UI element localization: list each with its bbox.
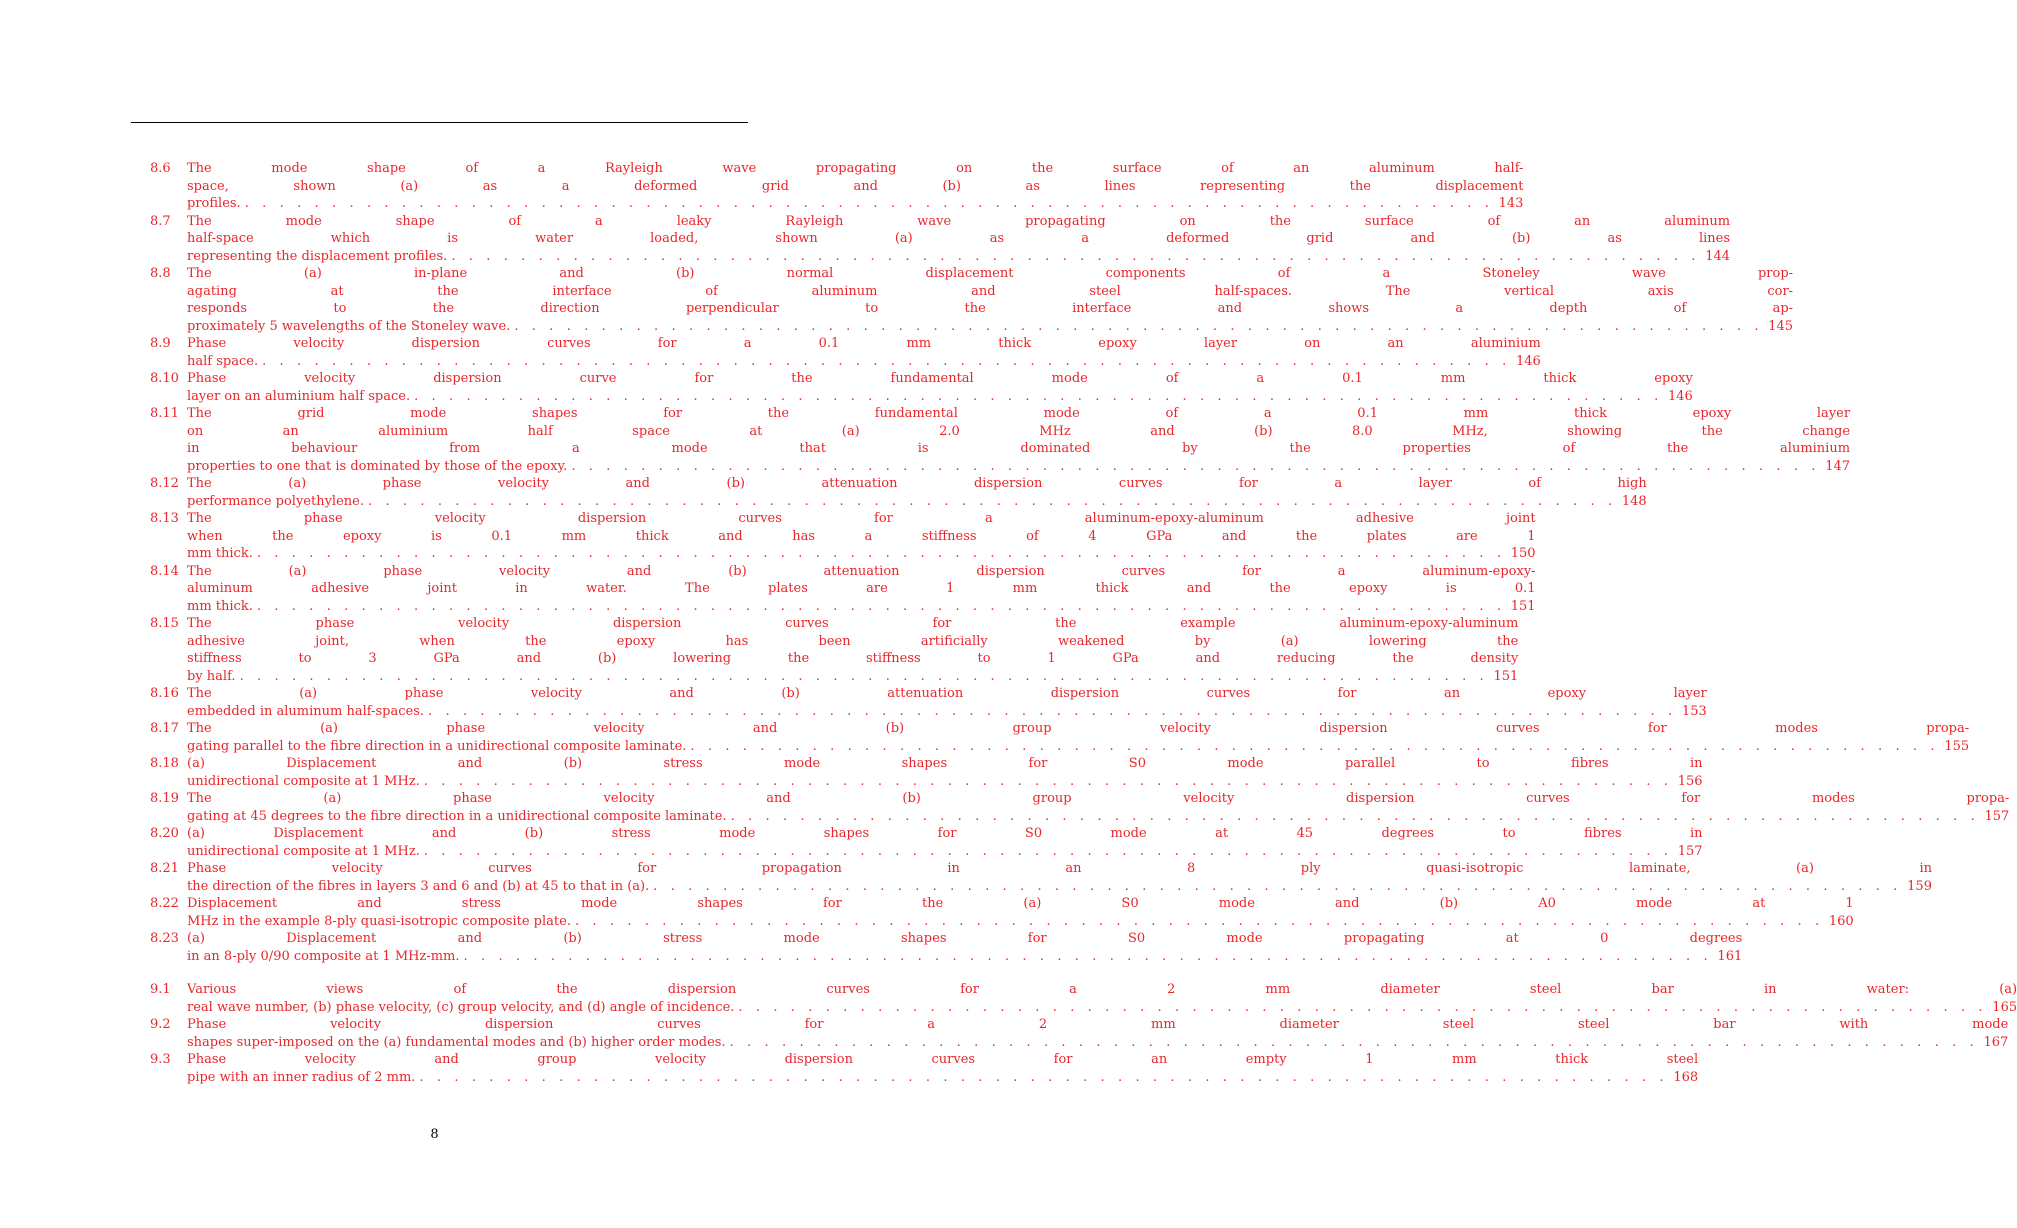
toc-entry[interactable] xyxy=(150,1051,1699,1086)
toc-entry-caption xyxy=(187,335,1541,370)
toc-entry-number: 9.3 xyxy=(150,1052,171,1067)
toc-entry-caption xyxy=(187,825,1703,860)
caption-line: when the epoxy is 0.1 mm thick and has a stiffness of 4 GPa and the plates are 1 xyxy=(187,528,1536,544)
toc-page-number[interactable]: 161 xyxy=(1717,948,1743,964)
toc-page-number[interactable]: 155 xyxy=(1944,738,1970,754)
toc-entry-caption xyxy=(187,685,1707,720)
caption-last-line xyxy=(187,353,1541,371)
toc-entry[interactable] xyxy=(150,685,1707,720)
toc-entry-number: 8.22 xyxy=(150,896,179,911)
toc-entry-number: 8.8 xyxy=(150,266,171,281)
toc-entry-number: 8.17 xyxy=(150,721,179,736)
caption-last-line xyxy=(187,1069,1698,1087)
toc-entry[interactable] xyxy=(150,930,1743,965)
caption-line: performance polyethylene. xyxy=(187,493,364,509)
caption-last-line xyxy=(187,458,1850,476)
dot-leader xyxy=(690,738,1939,756)
caption-last-line xyxy=(187,545,1536,563)
toc-page-number[interactable]: 153 xyxy=(1681,703,1707,719)
toc-entry-caption xyxy=(187,755,1703,790)
caption-line: space, shown (a) as a deformed grid and (b) as lines representing the displacement xyxy=(187,178,1524,194)
dot-leader xyxy=(424,773,1673,791)
toc-entry[interactable] xyxy=(150,335,1541,370)
toc-entry[interactable] xyxy=(150,895,1854,930)
toc-entry-caption xyxy=(187,790,2009,825)
list-of-figures xyxy=(150,160,2017,1086)
toc-entry-caption xyxy=(187,160,1523,213)
caption-line: The phase velocity dispersion curves for the example aluminum-epoxy-aluminum xyxy=(187,616,1519,631)
toc-entry[interactable] xyxy=(150,160,1524,213)
caption-line: (a) Displacement and (b) stress mode shapes for S0 mode parallel to fibres in xyxy=(187,756,1703,771)
caption-line: shapes super-imposed on the (a) fundamental modes and (b) higher order modes. xyxy=(187,1034,726,1050)
toc-entry-caption xyxy=(187,510,1536,563)
toc-entry[interactable] xyxy=(150,981,2017,1016)
dot-leader xyxy=(424,843,1673,861)
caption-line: Phase velocity dispersion curve for the fundamental mode of a 0.1 mm thick epoxy xyxy=(187,371,1693,386)
caption-line: aluminum adhesive joint in water. The plates are 1 mm thick and the epoxy is 0.1 xyxy=(187,581,1536,596)
dot-leader xyxy=(575,913,1824,931)
dot-leader xyxy=(240,668,1489,686)
dot-leader xyxy=(571,458,1820,476)
caption-line: Phase velocity and group velocity dispersion curves for an empty 1 mm thick steel xyxy=(187,1052,1699,1067)
toc-entry[interactable] xyxy=(150,475,1647,510)
caption-line: half-space which is water loaded, shown (a) as a deformed grid and (b) as lines xyxy=(187,231,1731,246)
toc-entry[interactable] xyxy=(150,563,1536,616)
toc-entry-number: 8.15 xyxy=(150,616,179,631)
toc-entry-number: 9.2 xyxy=(150,1017,171,1032)
caption-line: (a) Displacement and (b) stress mode shapes for S0 mode at 45 degrees to fibres in xyxy=(187,826,1703,841)
caption-last-line xyxy=(187,598,1536,616)
toc-page-number[interactable]: 168 xyxy=(1673,1069,1699,1085)
toc-entry-caption xyxy=(187,895,1854,930)
toc-entry-caption xyxy=(187,213,1730,266)
toc-entry-caption xyxy=(187,475,1647,510)
caption-line: layer on an aluminium half space. xyxy=(187,388,411,404)
caption-last-line xyxy=(187,843,1703,861)
caption-line: The (a) phase velocity and (b) attenuation dispersion curves for a aluminum-epoxy- xyxy=(187,563,1536,579)
toc-page-number[interactable]: 157 xyxy=(1984,808,2010,824)
toc-entry-number: 8.11 xyxy=(150,406,179,421)
toc-entry[interactable] xyxy=(150,265,1794,335)
caption-line: profiles. xyxy=(187,196,241,211)
caption-line: MHz in the example 8-ply quasi-isotropic composite plate. xyxy=(187,913,571,929)
toc-page-number[interactable]: 167 xyxy=(1983,1034,2009,1050)
toc-page-number[interactable]: 165 xyxy=(1992,999,2017,1015)
caption-last-line xyxy=(187,878,1932,896)
toc-entry-number: 8.12 xyxy=(150,476,179,491)
caption-line: in behaviour from a mode that is dominated by the properties of the aluminium xyxy=(187,441,1851,456)
toc-entry-number: 8.7 xyxy=(150,213,171,229)
dot-leader xyxy=(738,999,1987,1017)
caption-line: The (a) phase velocity and (b) group velocity dispersion curves for modes propa- xyxy=(187,791,2010,806)
toc-page-number[interactable]: 148 xyxy=(1621,493,1647,509)
dot-leader xyxy=(262,353,1511,371)
caption-last-line xyxy=(187,1034,2008,1052)
dot-leader xyxy=(464,948,1713,966)
caption-line: on an aluminium half space at (a) 2.0 MHz and (b) 8.0 MHz, showing the change xyxy=(187,423,1851,439)
header-rule xyxy=(131,122,748,123)
page-number: 8 xyxy=(430,1127,439,1142)
caption-line: adhesive joint, when the epoxy has been artificially weakened by (a) lowering the xyxy=(187,633,1519,649)
caption-line: The grid mode shapes for the fundamental mode of a 0.1 mm thick epoxy layer xyxy=(187,406,1851,421)
caption-line: half space. xyxy=(187,353,259,369)
dot-leader xyxy=(414,388,1663,406)
caption-line: pipe with an inner radius of 2 mm. xyxy=(187,1069,416,1085)
caption-line: The (a) phase velocity and (b) attenuation dispersion curves for a layer of high xyxy=(187,476,1647,491)
toc-page-number[interactable]: 143 xyxy=(1498,196,1524,211)
caption-line: Phase velocity dispersion curves for a 0.1 mm thick epoxy layer on an aluminium xyxy=(187,336,1541,351)
toc-entry[interactable] xyxy=(150,213,1731,266)
caption-line: embedded in aluminum half-spaces. xyxy=(187,703,425,719)
caption-line: mm thick. xyxy=(187,546,253,561)
toc-entry[interactable] xyxy=(150,755,1703,790)
toc-entry-caption xyxy=(187,1051,1698,1086)
caption-line: The (a) phase velocity and (b) attenuation dispersion curves for an epoxy layer xyxy=(187,686,1707,701)
toc-entry-caption xyxy=(187,370,1693,405)
caption-last-line xyxy=(187,738,1969,756)
toc-page-number[interactable]: 146 xyxy=(1668,388,1693,404)
toc-entry-caption xyxy=(187,720,1969,755)
toc-entry-number: 8.18 xyxy=(150,756,179,771)
caption-line: responds to the direction perpendicular to the interface and shows a depth of ap- xyxy=(187,301,1794,316)
caption-last-line xyxy=(187,808,2009,826)
caption-line: The (a) phase velocity and (b) group velocity dispersion curves for modes propa- xyxy=(187,721,1970,736)
toc-entry[interactable] xyxy=(150,510,1536,563)
toc-entry-number: 8.14 xyxy=(150,563,179,579)
toc-entry-caption xyxy=(187,405,1850,475)
toc-page-number[interactable]: 157 xyxy=(1677,843,1703,859)
caption-last-line xyxy=(187,948,1742,966)
caption-line: The mode shape of a Rayleigh wave propagating on the surface of an aluminum half- xyxy=(187,161,1524,176)
caption-line: gating at 45 degrees to the fibre direction in a unidirectional composite laminate. xyxy=(187,808,727,824)
caption-line: gating parallel to the fibre direction in a unidirectional composite laminate. xyxy=(187,738,687,754)
caption-last-line xyxy=(187,195,1523,213)
toc-entry[interactable] xyxy=(150,860,1932,895)
caption-line: stiffness to 3 GPa and (b) lowering the stiffness to 1 GPa and reducing the density xyxy=(187,651,1519,666)
dot-leader xyxy=(514,318,1763,336)
toc-entry[interactable] xyxy=(150,370,1693,405)
toc-page-number[interactable]: 151 xyxy=(1493,668,1519,684)
toc-entry-number: 8.20 xyxy=(150,826,179,841)
toc-entry-number: 8.6 xyxy=(150,161,171,176)
caption-line: The mode shape of a leaky Rayleigh wave propagating on the surface of an aluminum xyxy=(187,213,1731,229)
toc-page-number[interactable]: 147 xyxy=(1825,458,1851,474)
toc-entry[interactable] xyxy=(150,720,1970,755)
caption-line: mm thick. xyxy=(187,598,253,614)
caption-line: by half. xyxy=(187,668,236,684)
dot-leader xyxy=(451,248,1700,266)
caption-last-line xyxy=(187,703,1707,721)
caption-line: The phase velocity dispersion curves for a aluminum-epoxy-aluminum adhesive joint xyxy=(187,511,1536,526)
dot-leader xyxy=(653,878,1902,896)
toc-entry-number: 8.10 xyxy=(150,371,179,386)
caption-last-line xyxy=(187,913,1854,931)
dot-leader xyxy=(257,598,1506,616)
toc-entry-caption xyxy=(187,860,1932,895)
toc-entry-caption xyxy=(187,1016,2008,1051)
caption-line: Phase velocity curves for propagation in an 8 ply quasi-isotropic laminate, (a) in xyxy=(187,861,1932,876)
toc-entry[interactable] xyxy=(150,615,1519,685)
toc-page-number[interactable]: 145 xyxy=(1768,318,1794,334)
toc-entry-number: 8.21 xyxy=(150,861,179,876)
caption-line: real wave number, (b) phase velocity, (c) group velocity, and (d) angle of incidence. xyxy=(187,999,735,1015)
toc-entry-caption xyxy=(187,563,1536,616)
caption-line: in an 8-ply 0/90 composite at 1 MHz-mm. xyxy=(187,948,460,964)
toc-entry-number: 8.13 xyxy=(150,511,179,526)
caption-last-line xyxy=(187,999,2017,1017)
dot-leader xyxy=(419,1069,1668,1087)
toc-page-number[interactable]: 150 xyxy=(1510,546,1536,561)
caption-last-line xyxy=(187,318,1793,336)
dot-leader xyxy=(257,545,1506,563)
toc-page-number[interactable]: 151 xyxy=(1510,598,1536,614)
caption-line: unidirectional composite at 1 MHz. xyxy=(187,773,420,789)
toc-entry-number: 9.1 xyxy=(150,982,171,997)
dot-leader xyxy=(368,493,1617,511)
caption-line: The (a) in-plane and (b) normal displacement components of a Stoneley wave prop- xyxy=(187,266,1794,281)
caption-line: properties to one that is dominated by those of the epoxy. xyxy=(187,458,568,474)
caption-last-line xyxy=(187,668,1518,686)
caption-line: Displacement and stress mode shapes for the (a) S0 mode and (b) A0 mode at 1 xyxy=(187,896,1854,911)
toc-page-number[interactable]: 144 xyxy=(1705,248,1731,264)
toc-page-number[interactable]: 146 xyxy=(1515,353,1541,369)
caption-last-line xyxy=(187,773,1703,791)
toc-page-number[interactable]: 156 xyxy=(1677,773,1703,789)
caption-line: Various views of the dispersion curves for a 2 mm diameter steel bar in water: (a) xyxy=(187,982,2017,997)
dot-leader xyxy=(428,703,1677,721)
toc-entry[interactable] xyxy=(150,825,1703,860)
caption-line: representing the displacement profiles. xyxy=(187,248,448,264)
toc-entry[interactable] xyxy=(150,790,2010,825)
caption-last-line xyxy=(187,493,1647,511)
toc-entry[interactable] xyxy=(150,405,1851,475)
toc-page-number[interactable]: 159 xyxy=(1907,878,1932,894)
toc-entry-number: 8.23 xyxy=(150,931,179,946)
dot-leader xyxy=(731,808,1980,826)
caption-last-line xyxy=(187,388,1693,406)
caption-line: proximately 5 wavelengths of the Stoneley wave. xyxy=(187,318,511,334)
toc-entry-number: 8.19 xyxy=(150,791,179,806)
caption-line: agating at the interface of aluminum and steel half-spaces. The vertical axis cor- xyxy=(187,283,1794,299)
toc-page-number[interactable]: 160 xyxy=(1828,913,1854,929)
dot-leader xyxy=(730,1034,1979,1052)
toc-entry-caption xyxy=(187,265,1793,335)
caption-line: (a) Displacement and (b) stress mode shapes for S0 mode propagating at 0 degrees xyxy=(187,931,1743,946)
caption-last-line xyxy=(187,248,1730,266)
toc-entry-caption xyxy=(187,981,2017,1016)
toc-entry-number: 8.16 xyxy=(150,686,179,701)
toc-entry[interactable] xyxy=(150,1016,2009,1051)
caption-line: the direction of the fibres in layers 3 and 6 and (b) at 45 to that in (a). xyxy=(187,878,650,894)
dot-leader xyxy=(245,195,1494,213)
toc-entry-caption xyxy=(187,615,1518,685)
toc-entry-number: 8.9 xyxy=(150,336,171,351)
toc-entry-caption xyxy=(187,930,1742,965)
caption-line: Phase velocity dispersion curves for a 2 mm diameter steel steel bar with mode xyxy=(187,1017,2009,1032)
caption-line: unidirectional composite at 1 MHz. xyxy=(187,843,420,859)
